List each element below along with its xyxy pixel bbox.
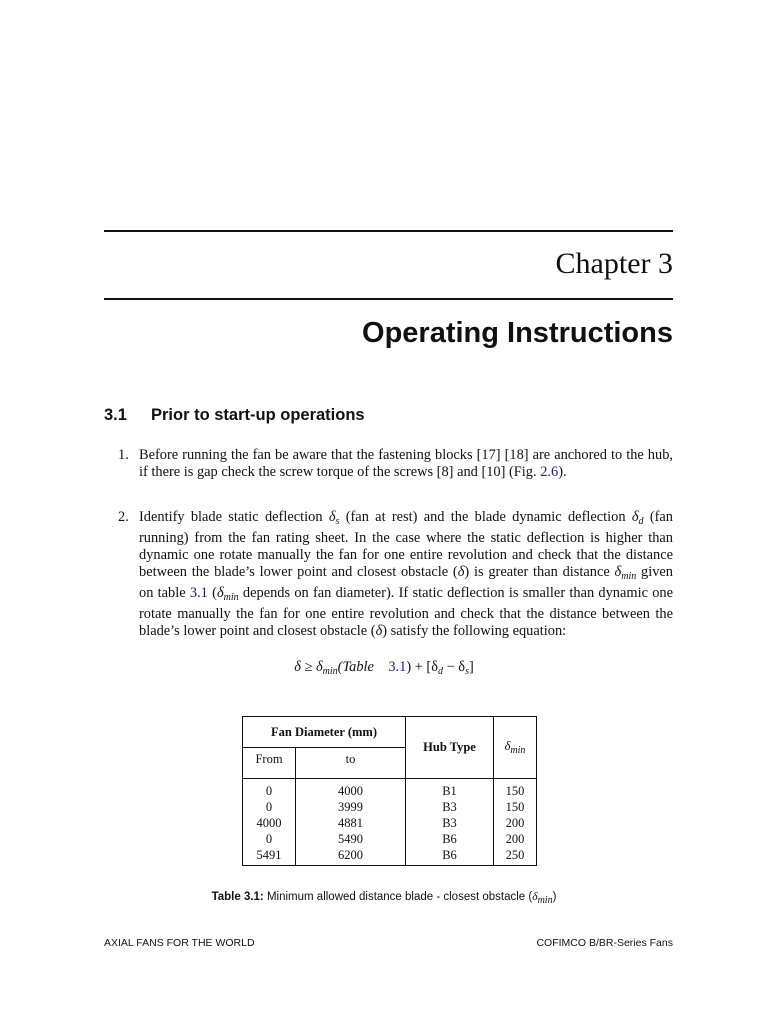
math-symbol: δ bbox=[532, 891, 538, 903]
equation-part: ] bbox=[469, 659, 474, 675]
table-row bbox=[243, 831, 537, 847]
chapter-label: Chapter 3 bbox=[555, 247, 673, 280]
table-row bbox=[243, 815, 537, 831]
footer-left: AXIAL FANS FOR THE WORLD bbox=[104, 937, 255, 949]
equation-part: δ ≥ δ bbox=[294, 659, 323, 675]
cell-from: 0 bbox=[243, 799, 296, 815]
item-text: ) satisfy the following equation: bbox=[382, 623, 567, 639]
math-subscript: min bbox=[223, 592, 239, 603]
equation-part: ) + [δ bbox=[406, 659, 438, 675]
cell-to: 3999 bbox=[296, 799, 406, 815]
cell-delta: 150 bbox=[494, 779, 537, 800]
math-subscript: s bbox=[335, 516, 340, 527]
table-reference-link[interactable]: 3.1 bbox=[189, 585, 208, 601]
cell-from: 0 bbox=[243, 779, 296, 800]
equation-part: (Table bbox=[337, 659, 374, 675]
footer-right: COFIMCO B/BR-Series Fans bbox=[536, 937, 673, 949]
cell-to: 4000 bbox=[296, 779, 406, 800]
caption-text: ) bbox=[552, 891, 557, 903]
cell-from: 0 bbox=[243, 831, 296, 847]
from-header: From bbox=[243, 748, 296, 779]
math-symbol: δ bbox=[216, 585, 224, 601]
math-subscript: min bbox=[621, 571, 637, 582]
cell-hub: B6 bbox=[406, 831, 494, 847]
equation-table-link[interactable]: 3.1 bbox=[388, 659, 407, 675]
cell-to: 5490 bbox=[296, 831, 406, 847]
item-text: ( bbox=[207, 585, 217, 601]
section-title: Prior to start-up operations bbox=[151, 406, 365, 424]
cell-hub: B1 bbox=[406, 779, 494, 800]
item-text: Before running the fan be aware that the fastening blocks [17] [18] are anchored to the hub, if there is gap check the screw torque of the screws [8] and [10] (Fig. bbox=[139, 447, 673, 480]
math-symbol: δ bbox=[504, 739, 511, 753]
list-item-body bbox=[139, 509, 673, 640]
math-subscript: min bbox=[510, 745, 526, 756]
equation-subscript: d bbox=[438, 666, 443, 677]
list-marker: 2. bbox=[118, 509, 129, 525]
caption-label: Table 3.1: bbox=[211, 891, 264, 903]
chapter-title: Operating Instructions bbox=[362, 317, 673, 349]
math-symbol: δ bbox=[614, 564, 622, 580]
cell-delta: 200 bbox=[494, 831, 537, 847]
to-header: to bbox=[296, 748, 406, 779]
cell-to: 6200 bbox=[296, 847, 406, 866]
equation-part: − δ bbox=[443, 659, 466, 675]
cell-to: 4881 bbox=[296, 815, 406, 831]
list-marker: 1. bbox=[118, 447, 129, 463]
cell-delta: 200 bbox=[494, 815, 537, 831]
section-heading bbox=[104, 403, 365, 427]
cell-hub: B3 bbox=[406, 799, 494, 815]
item-text: ) is greater than distance bbox=[464, 564, 615, 580]
item-text: (fan running) from the fan rating sheet. In the case where the static deflection is higher than dynamic one rotate manually the fan for one entire revolution and check that the distance between the blade’s lower point and closest obstacle ( bbox=[139, 509, 673, 580]
table-row bbox=[243, 799, 537, 815]
cell-delta: 250 bbox=[494, 847, 537, 866]
table-row bbox=[243, 847, 537, 866]
math-symbol: δ bbox=[631, 509, 639, 525]
cell-delta: 150 bbox=[494, 799, 537, 815]
delta-min-header bbox=[494, 717, 537, 779]
list-item-body bbox=[139, 447, 673, 481]
fan-diameter-header: Fan Diameter (mm) bbox=[243, 717, 406, 748]
deflection-equation bbox=[0, 658, 768, 681]
caption-text: Minimum allowed distance blade - closest obstacle ( bbox=[263, 891, 533, 903]
chapter-bottom-rule bbox=[104, 298, 673, 300]
item-text: given on table bbox=[139, 564, 673, 601]
hub-type-header: Hub Type bbox=[406, 717, 494, 779]
cell-from: 5491 bbox=[243, 847, 296, 866]
equation-subscript: s bbox=[465, 666, 469, 677]
list-item bbox=[118, 447, 673, 481]
math-symbol: δ bbox=[457, 564, 465, 580]
table-row bbox=[243, 779, 537, 800]
item-text: Identify blade static deflection bbox=[139, 509, 329, 525]
item-text: depends on fan diameter). If static deflection is smaller than dynamic one rotate manually the fan for one entire revolution and check that the distance between the blade’s lower point and closest obstacle ( bbox=[139, 585, 674, 639]
equation-subscript: min bbox=[322, 666, 338, 677]
cell-from: 4000 bbox=[243, 815, 296, 831]
chapter-top-rule bbox=[104, 230, 673, 232]
item-text: ). bbox=[558, 464, 567, 480]
cell-hub: B3 bbox=[406, 815, 494, 831]
list-item bbox=[118, 509, 673, 640]
figure-reference-link[interactable]: 2.6 bbox=[540, 464, 559, 480]
math-symbol: δ bbox=[328, 509, 336, 525]
fan-diameter-table bbox=[242, 716, 537, 866]
section-number: 3.1 bbox=[104, 406, 127, 424]
cell-hub: B6 bbox=[406, 847, 494, 866]
math-subscript: min bbox=[537, 895, 553, 906]
item-text: (fan at rest) and the blade dynamic deflection bbox=[339, 509, 632, 525]
table-caption bbox=[0, 889, 768, 909]
math-subscript: d bbox=[638, 516, 644, 527]
math-symbol: δ bbox=[375, 623, 383, 639]
